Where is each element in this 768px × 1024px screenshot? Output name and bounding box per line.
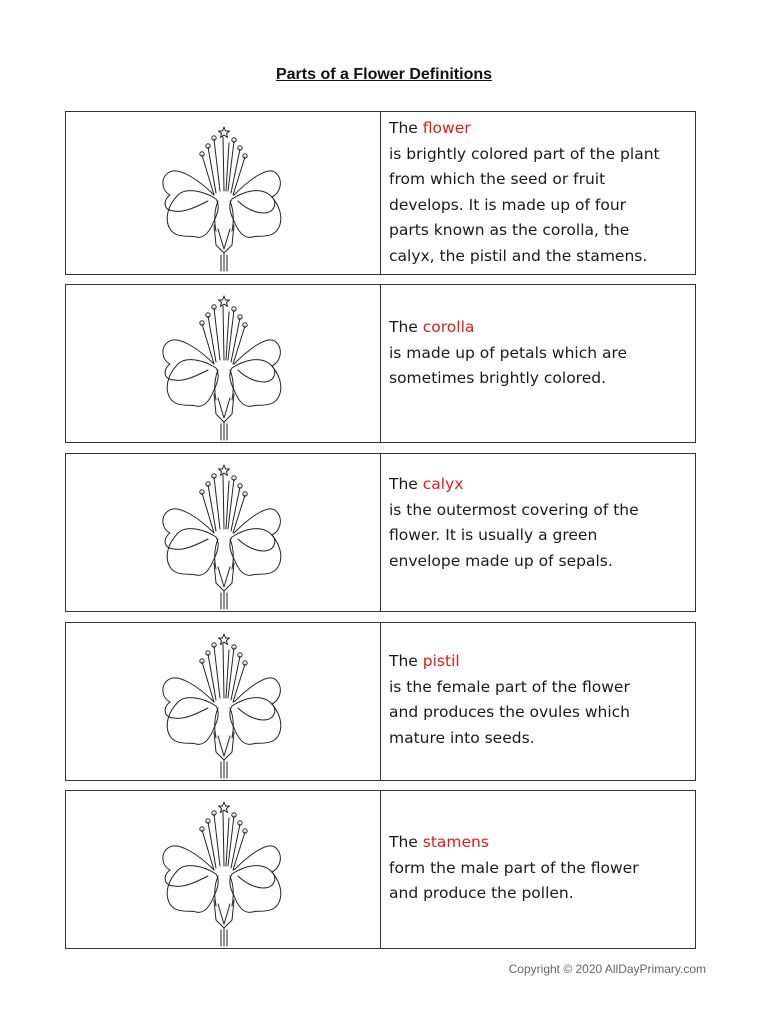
definition-prefix: The xyxy=(389,833,418,851)
definition-line: form the male part of the flower xyxy=(389,858,639,877)
definition-line: is the female part of the flower xyxy=(389,677,630,696)
card-image xyxy=(66,454,381,611)
definition-card-flower xyxy=(65,111,696,275)
definition-heading xyxy=(389,116,695,142)
definition-line: envelope made up of sepals. xyxy=(389,551,613,570)
definition-line: and produces the ovules which xyxy=(389,703,631,722)
definition-prefix: The xyxy=(389,119,418,137)
definition-term: calyx xyxy=(422,475,464,493)
definition-heading xyxy=(389,315,695,341)
flower-outline-icon xyxy=(154,459,294,611)
definition-line: calyx, the pistil and the stamens. xyxy=(389,246,648,265)
definition-prefix: The xyxy=(389,652,418,670)
card-image xyxy=(66,285,381,442)
flower-outline-icon xyxy=(154,796,294,948)
definition-term: pistil xyxy=(422,652,460,670)
definition-text xyxy=(381,285,695,442)
definition-text xyxy=(381,112,695,274)
page-title: Parts of a Flower Definitions xyxy=(275,66,493,83)
card-image xyxy=(66,112,381,274)
definition-card-calyx xyxy=(65,453,696,612)
definition-line: mature into seeds. xyxy=(389,728,535,747)
definition-term: stamens xyxy=(422,833,489,851)
definition-line: sometimes brightly colored. xyxy=(389,369,607,388)
definition-line: parts known as the corolla, the xyxy=(389,221,630,240)
definition-card-pistil xyxy=(65,622,696,781)
definition-text xyxy=(381,454,695,611)
card-image xyxy=(66,791,381,948)
definition-card-corolla xyxy=(65,284,696,443)
definition-line: develops. It is made up of four xyxy=(389,195,627,214)
definition-term: flower xyxy=(422,119,471,137)
definition-card-stamens xyxy=(65,790,696,949)
definition-line: is the outermost covering of the xyxy=(389,500,639,519)
definition-line: and produce the pollen. xyxy=(389,884,574,903)
definition-line: from which the seed or fruit xyxy=(389,170,606,189)
flower-outline-icon xyxy=(154,628,294,780)
definition-line: is brightly colored part of the plant xyxy=(389,144,660,163)
definition-text xyxy=(381,623,695,780)
definition-heading xyxy=(389,472,695,498)
definition-text xyxy=(381,791,695,948)
card-image xyxy=(66,623,381,780)
flower-outline-icon xyxy=(154,290,294,442)
definition-prefix: The xyxy=(389,318,418,336)
definition-line: is made up of petals which are xyxy=(389,343,628,362)
definition-heading xyxy=(389,649,695,675)
definition-line: flower. It is usually a green xyxy=(389,526,598,545)
definition-term: corolla xyxy=(422,318,475,336)
flower-outline-icon xyxy=(154,121,294,273)
copyright-notice: Copyright © 2020 AllDayPrimary.com xyxy=(508,962,706,976)
definition-heading xyxy=(389,830,695,856)
definition-prefix: The xyxy=(389,475,418,493)
